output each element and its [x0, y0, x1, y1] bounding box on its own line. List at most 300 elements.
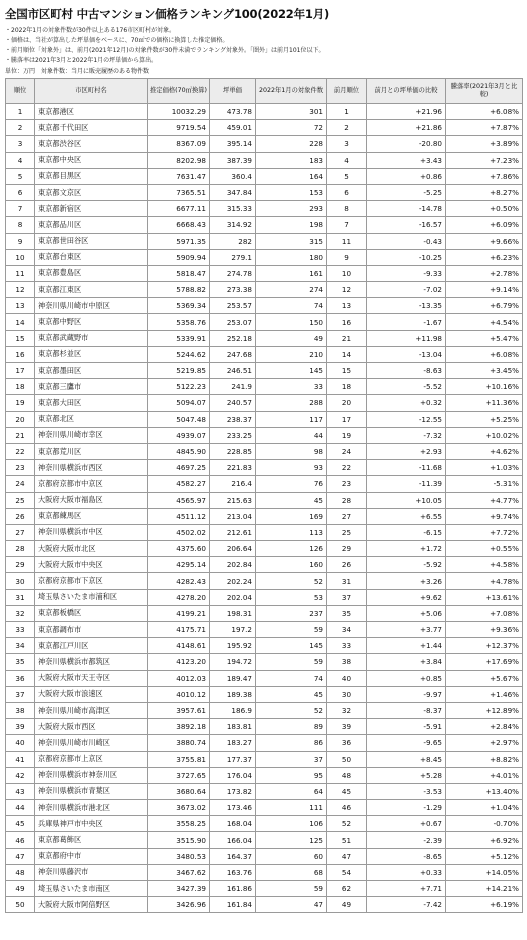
cell-prev-rank: 50 — [327, 751, 367, 767]
cell-rank: 43 — [6, 783, 35, 799]
table-row — [6, 217, 523, 233]
cell-prev-rank: 30 — [327, 686, 367, 702]
table-row — [6, 476, 523, 492]
cell-tsubo: 215.63 — [210, 492, 256, 508]
cell-price: 8367.09 — [148, 136, 210, 152]
cell-count: 113 — [256, 524, 327, 540]
cell-diff: -3.53 — [367, 783, 446, 799]
cell-area: 東京都江東区 — [35, 282, 148, 298]
cell-diff: +1.44 — [367, 638, 446, 654]
cell-prev-rank: 24 — [327, 443, 367, 459]
cell-tsubo: 161.84 — [210, 897, 256, 913]
cell-prev-rank: 28 — [327, 492, 367, 508]
cell-tsubo: 164.37 — [210, 848, 256, 864]
cell-rank: 45 — [6, 816, 35, 832]
cell-count: 44 — [256, 427, 327, 443]
cell-area: 東京都品川区 — [35, 217, 148, 233]
cell-prev-rank: 32 — [327, 702, 367, 718]
cell-tsubo: 247.68 — [210, 346, 256, 362]
cell-diff: -14.78 — [367, 201, 446, 217]
cell-tsubo: 387.39 — [210, 152, 256, 168]
cell-price: 8202.98 — [148, 152, 210, 168]
cell-rate: +7.23% — [446, 152, 523, 168]
table-row — [6, 136, 523, 152]
cell-rate: +9.66% — [446, 233, 523, 249]
cell-diff: +5.06 — [367, 605, 446, 621]
cell-rank: 28 — [6, 541, 35, 557]
cell-price: 4010.12 — [148, 686, 210, 702]
cell-tsubo: 173.46 — [210, 800, 256, 816]
cell-diff: -8.37 — [367, 702, 446, 718]
cell-price: 5788.82 — [148, 282, 210, 298]
cell-diff: -8.65 — [367, 848, 446, 864]
cell-prev-rank: 21 — [327, 330, 367, 346]
cell-diff: +0.32 — [367, 395, 446, 411]
cell-area: 神奈川県横浜市中区 — [35, 524, 148, 540]
cell-count: 164 — [256, 168, 327, 184]
cell-area: 東京都葛飾区 — [35, 832, 148, 848]
cell-prev-rank: 18 — [327, 379, 367, 395]
cell-rate: +6.19% — [446, 897, 523, 913]
cell-area: 大阪府大阪市福島区 — [35, 492, 148, 508]
cell-area: 京都府京都市下京区 — [35, 573, 148, 589]
cell-rate: -0.70% — [446, 816, 523, 832]
cell-rank: 8 — [6, 217, 35, 233]
cell-count: 64 — [256, 783, 327, 799]
cell-tsubo: 347.84 — [210, 184, 256, 200]
cell-prev-rank: 13 — [327, 298, 367, 314]
notes — [5, 26, 522, 66]
cell-tsubo: 314.92 — [210, 217, 256, 233]
header-prev-rank: 前月順位 — [327, 79, 367, 104]
cell-count: 98 — [256, 443, 327, 459]
cell-rank: 6 — [6, 184, 35, 200]
cell-diff: -2.39 — [367, 832, 446, 848]
cell-count: 95 — [256, 767, 327, 783]
cell-rank: 12 — [6, 282, 35, 298]
cell-prev-rank: 12 — [327, 282, 367, 298]
cell-area: 東京都渋谷区 — [35, 136, 148, 152]
cell-prev-rank: 31 — [327, 573, 367, 589]
cell-count: 117 — [256, 411, 327, 427]
cell-prev-rank: 10 — [327, 265, 367, 281]
cell-diff: -16.57 — [367, 217, 446, 233]
cell-rank: 17 — [6, 363, 35, 379]
cell-rank: 3 — [6, 136, 35, 152]
cell-prev-rank: 14 — [327, 346, 367, 362]
cell-prev-rank: 47 — [327, 848, 367, 864]
note-line: ・価格は、当社が算出した坪単価をベースに、70㎡での価格に換算した推定価格。 — [5, 37, 229, 44]
cell-prev-rank: 37 — [327, 589, 367, 605]
cell-count: 111 — [256, 800, 327, 816]
cell-rank: 19 — [6, 395, 35, 411]
cell-price: 5358.76 — [148, 314, 210, 330]
cell-tsubo: 253.07 — [210, 314, 256, 330]
cell-rate: +7.86% — [446, 168, 523, 184]
cell-rank: 29 — [6, 557, 35, 573]
cell-prev-rank: 39 — [327, 719, 367, 735]
cell-price: 4565.97 — [148, 492, 210, 508]
cell-prev-rank: 4 — [327, 152, 367, 168]
header-rank: 順位 — [6, 79, 35, 104]
cell-area: 東京都文京区 — [35, 184, 148, 200]
cell-tsubo: 238.37 — [210, 411, 256, 427]
cell-price: 4845.90 — [148, 443, 210, 459]
cell-tsubo: 240.57 — [210, 395, 256, 411]
cell-diff: +0.67 — [367, 816, 446, 832]
cell-tsubo: 221.83 — [210, 460, 256, 476]
cell-rank: 1 — [6, 104, 35, 120]
header-count: 2022年1月の対象件数 — [256, 79, 327, 104]
cell-diff: -7.32 — [367, 427, 446, 443]
cell-prev-rank: 22 — [327, 460, 367, 476]
cell-rank: 49 — [6, 881, 35, 897]
cell-tsubo: 166.04 — [210, 832, 256, 848]
cell-tsubo: 228.85 — [210, 443, 256, 459]
cell-count: 228 — [256, 136, 327, 152]
cell-count: 274 — [256, 282, 327, 298]
cell-area: 神奈川県横浜市神奈川区 — [35, 767, 148, 783]
cell-count: 60 — [256, 848, 327, 864]
cell-area: 東京都大田区 — [35, 395, 148, 411]
cell-rank: 39 — [6, 719, 35, 735]
cell-diff: +0.33 — [367, 864, 446, 880]
cell-rate: +4.58% — [446, 557, 523, 573]
cell-diff: -13.35 — [367, 298, 446, 314]
cell-area: 東京都豊島区 — [35, 265, 148, 281]
cell-count: 47 — [256, 897, 327, 913]
cell-price: 3680.64 — [148, 783, 210, 799]
cell-tsubo: 163.76 — [210, 864, 256, 880]
cell-rank: 34 — [6, 638, 35, 654]
cell-price: 3892.18 — [148, 719, 210, 735]
cell-area: 埼玉県さいたま市南区 — [35, 881, 148, 897]
cell-diff: +6.55 — [367, 508, 446, 524]
cell-price: 4278.20 — [148, 589, 210, 605]
cell-rate: +7.87% — [446, 120, 523, 136]
cell-tsubo: 176.04 — [210, 767, 256, 783]
table-row — [6, 330, 523, 346]
cell-rank: 31 — [6, 589, 35, 605]
cell-prev-rank: 33 — [327, 638, 367, 654]
cell-rank: 16 — [6, 346, 35, 362]
cell-price: 3426.96 — [148, 897, 210, 913]
note-line: ・2022年1月の対象件数が30件以上ある176市区町村が対象。 — [5, 27, 176, 34]
cell-tsubo: 202.84 — [210, 557, 256, 573]
cell-diff: +3.43 — [367, 152, 446, 168]
cell-rank: 9 — [6, 233, 35, 249]
cell-price: 9719.54 — [148, 120, 210, 136]
cell-prev-rank: 16 — [327, 314, 367, 330]
cell-prev-rank: 20 — [327, 395, 367, 411]
table-row — [6, 460, 523, 476]
cell-diff: -9.33 — [367, 265, 446, 281]
cell-tsubo: 183.81 — [210, 719, 256, 735]
cell-price: 5122.23 — [148, 379, 210, 395]
cell-tsubo: 212.61 — [210, 524, 256, 540]
cell-price: 5971.35 — [148, 233, 210, 249]
cell-diff: -0.43 — [367, 233, 446, 249]
cell-count: 45 — [256, 492, 327, 508]
cell-price: 5047.48 — [148, 411, 210, 427]
cell-area: 兵庫県神戸市中央区 — [35, 816, 148, 832]
cell-prev-rank: 27 — [327, 508, 367, 524]
cell-area: 神奈川県川崎市高津区 — [35, 702, 148, 718]
cell-rate: +5.67% — [446, 670, 523, 686]
table-row — [6, 767, 523, 783]
cell-count: 59 — [256, 654, 327, 670]
cell-tsubo: 241.9 — [210, 379, 256, 395]
cell-diff: -8.63 — [367, 363, 446, 379]
cell-tsubo: 213.04 — [210, 508, 256, 524]
cell-rate: +1.46% — [446, 686, 523, 702]
cell-rate: +14.21% — [446, 881, 523, 897]
cell-count: 210 — [256, 346, 327, 362]
cell-price: 3515.90 — [148, 832, 210, 848]
cell-price: 4012.03 — [148, 670, 210, 686]
table-row — [6, 184, 523, 200]
header-tsubo: 坪単価 — [210, 79, 256, 104]
table-row — [6, 104, 523, 120]
cell-rank: 14 — [6, 314, 35, 330]
cell-price: 3427.39 — [148, 881, 210, 897]
cell-rank: 44 — [6, 800, 35, 816]
cell-prev-rank: 7 — [327, 217, 367, 233]
page-title: 全国市区町村 中古マンション価格ランキング100(2022年1月) — [5, 7, 330, 21]
table-row — [6, 120, 523, 136]
cell-diff: +3.77 — [367, 622, 446, 638]
cell-prev-rank: 52 — [327, 816, 367, 832]
cell-rate: +6.08% — [446, 104, 523, 120]
cell-rate: +0.55% — [446, 541, 523, 557]
cell-rank: 33 — [6, 622, 35, 638]
cell-rank: 7 — [6, 201, 35, 217]
cell-diff: +21.96 — [367, 104, 446, 120]
cell-count: 160 — [256, 557, 327, 573]
cell-price: 5244.62 — [148, 346, 210, 362]
cell-price: 4148.61 — [148, 638, 210, 654]
cell-price: 4511.12 — [148, 508, 210, 524]
cell-count: 33 — [256, 379, 327, 395]
cell-count: 288 — [256, 395, 327, 411]
cell-area: 東京都板橋区 — [35, 605, 148, 621]
cell-rank: 48 — [6, 864, 35, 880]
table-row — [6, 411, 523, 427]
cell-price: 4375.60 — [148, 541, 210, 557]
cell-tsubo: 189.47 — [210, 670, 256, 686]
cell-prev-rank: 26 — [327, 557, 367, 573]
cell-price: 5909.94 — [148, 249, 210, 265]
cell-rate: +11.36% — [446, 395, 523, 411]
cell-rate: +1.04% — [446, 800, 523, 816]
table-row — [6, 233, 523, 249]
cell-count: 237 — [256, 605, 327, 621]
cell-count: 180 — [256, 249, 327, 265]
cell-prev-rank: 3 — [327, 136, 367, 152]
cell-price: 4295.14 — [148, 557, 210, 573]
cell-area: 東京都新宿区 — [35, 201, 148, 217]
cell-count: 169 — [256, 508, 327, 524]
cell-area: 大阪府大阪市阿倍野区 — [35, 897, 148, 913]
cell-rate: +5.25% — [446, 411, 523, 427]
cell-area: 東京都千代田区 — [35, 120, 148, 136]
table-row — [6, 201, 523, 217]
cell-tsubo: 189.38 — [210, 686, 256, 702]
cell-tsubo: 395.14 — [210, 136, 256, 152]
cell-rate: +9.74% — [446, 508, 523, 524]
cell-rank: 22 — [6, 443, 35, 459]
cell-rank: 21 — [6, 427, 35, 443]
cell-diff: -10.25 — [367, 249, 446, 265]
cell-rate: +2.97% — [446, 735, 523, 751]
cell-rate: +10.16% — [446, 379, 523, 395]
cell-prev-rank: 1 — [327, 104, 367, 120]
cell-count: 72 — [256, 120, 327, 136]
table-row — [6, 686, 523, 702]
cell-count: 125 — [256, 832, 327, 848]
cell-tsubo: 233.25 — [210, 427, 256, 443]
cell-count: 74 — [256, 670, 327, 686]
cell-count: 150 — [256, 314, 327, 330]
cell-count: 74 — [256, 298, 327, 314]
cell-diff: -7.42 — [367, 897, 446, 913]
cell-rate: +1.03% — [446, 460, 523, 476]
cell-rate: +4.77% — [446, 492, 523, 508]
cell-price: 4282.43 — [148, 573, 210, 589]
cell-diff: -1.29 — [367, 800, 446, 816]
cell-price: 4939.07 — [148, 427, 210, 443]
cell-diff: -1.67 — [367, 314, 446, 330]
cell-diff: -11.39 — [367, 476, 446, 492]
table-row — [6, 265, 523, 281]
cell-rate: +2.78% — [446, 265, 523, 281]
cell-rate: +8.82% — [446, 751, 523, 767]
cell-area: 神奈川県川崎市川崎区 — [35, 735, 148, 751]
cell-rank: 18 — [6, 379, 35, 395]
cell-count: 89 — [256, 719, 327, 735]
table-row — [6, 816, 523, 832]
cell-price: 5818.47 — [148, 265, 210, 281]
cell-tsubo: 177.37 — [210, 751, 256, 767]
cell-count: 93 — [256, 460, 327, 476]
cell-count: 68 — [256, 864, 327, 880]
cell-diff: -12.55 — [367, 411, 446, 427]
cell-price: 3880.74 — [148, 735, 210, 751]
cell-tsubo: 216.4 — [210, 476, 256, 492]
cell-prev-rank: 40 — [327, 670, 367, 686]
cell-area: 東京都台東区 — [35, 249, 148, 265]
table-row — [6, 249, 523, 265]
table-row — [6, 751, 523, 767]
cell-tsubo: 194.72 — [210, 654, 256, 670]
cell-prev-rank: 11 — [327, 233, 367, 249]
table-row — [6, 622, 523, 638]
cell-tsubo: 197.2 — [210, 622, 256, 638]
unit-line: 単位：万円 対象件数：当月に販売履歴のある物件数 — [5, 68, 150, 75]
table-row — [6, 363, 523, 379]
table-row — [6, 864, 523, 880]
cell-count: 76 — [256, 476, 327, 492]
cell-rate: +3.45% — [446, 363, 523, 379]
cell-area: 神奈川県川崎市幸区 — [35, 427, 148, 443]
cell-count: 37 — [256, 751, 327, 767]
cell-count: 198 — [256, 217, 327, 233]
cell-rate: +14.05% — [446, 864, 523, 880]
cell-rank: 26 — [6, 508, 35, 524]
cell-rate: +5.47% — [446, 330, 523, 346]
cell-diff: +3.84 — [367, 654, 446, 670]
cell-count: 53 — [256, 589, 327, 605]
cell-count: 52 — [256, 573, 327, 589]
cell-price: 10032.29 — [148, 104, 210, 120]
cell-price: 3957.61 — [148, 702, 210, 718]
cell-price: 6677.11 — [148, 201, 210, 217]
cell-diff: +8.45 — [367, 751, 446, 767]
table-body — [6, 104, 523, 913]
cell-area: 東京都目黒区 — [35, 168, 148, 184]
cell-prev-rank: 19 — [327, 427, 367, 443]
cell-count: 145 — [256, 638, 327, 654]
cell-area: 埼玉県さいたま市浦和区 — [35, 589, 148, 605]
cell-tsubo: 473.78 — [210, 104, 256, 120]
cell-rank: 5 — [6, 168, 35, 184]
cell-prev-rank: 62 — [327, 881, 367, 897]
cell-rank: 10 — [6, 249, 35, 265]
table-row — [6, 719, 523, 735]
cell-prev-rank: 48 — [327, 767, 367, 783]
cell-price: 3673.02 — [148, 800, 210, 816]
cell-area: 神奈川県横浜市都筑区 — [35, 654, 148, 670]
cell-area: 東京都中央区 — [35, 152, 148, 168]
table-row — [6, 573, 523, 589]
cell-diff: -5.52 — [367, 379, 446, 395]
table-row — [6, 314, 523, 330]
cell-prev-rank: 29 — [327, 541, 367, 557]
cell-area: 神奈川県横浜市西区 — [35, 460, 148, 476]
table-row — [6, 557, 523, 573]
cell-price: 4175.71 — [148, 622, 210, 638]
cell-diff: +1.72 — [367, 541, 446, 557]
cell-area: 東京都練馬区 — [35, 508, 148, 524]
cell-rank: 35 — [6, 654, 35, 670]
cell-tsubo: 186.9 — [210, 702, 256, 718]
cell-price: 4502.02 — [148, 524, 210, 540]
table-row — [6, 168, 523, 184]
cell-tsubo: 315.33 — [210, 201, 256, 217]
table-row — [6, 395, 523, 411]
cell-prev-rank: 23 — [327, 476, 367, 492]
cell-price: 4582.27 — [148, 476, 210, 492]
cell-area: 東京都武蔵野市 — [35, 330, 148, 346]
cell-area: 東京都荒川区 — [35, 443, 148, 459]
cell-rate: +6.23% — [446, 249, 523, 265]
cell-rank: 36 — [6, 670, 35, 686]
cell-tsubo: 252.18 — [210, 330, 256, 346]
table-header-row — [6, 79, 523, 104]
cell-prev-rank: 36 — [327, 735, 367, 751]
cell-rate: +7.08% — [446, 605, 523, 621]
cell-area: 東京都世田谷区 — [35, 233, 148, 249]
cell-rank: 46 — [6, 832, 35, 848]
cell-rank: 2 — [6, 120, 35, 136]
cell-rank: 37 — [6, 686, 35, 702]
cell-price: 7365.51 — [148, 184, 210, 200]
cell-diff: +10.05 — [367, 492, 446, 508]
table-row — [6, 589, 523, 605]
cell-tsubo: 161.86 — [210, 881, 256, 897]
cell-rank: 4 — [6, 152, 35, 168]
cell-rate: +6.08% — [446, 346, 523, 362]
